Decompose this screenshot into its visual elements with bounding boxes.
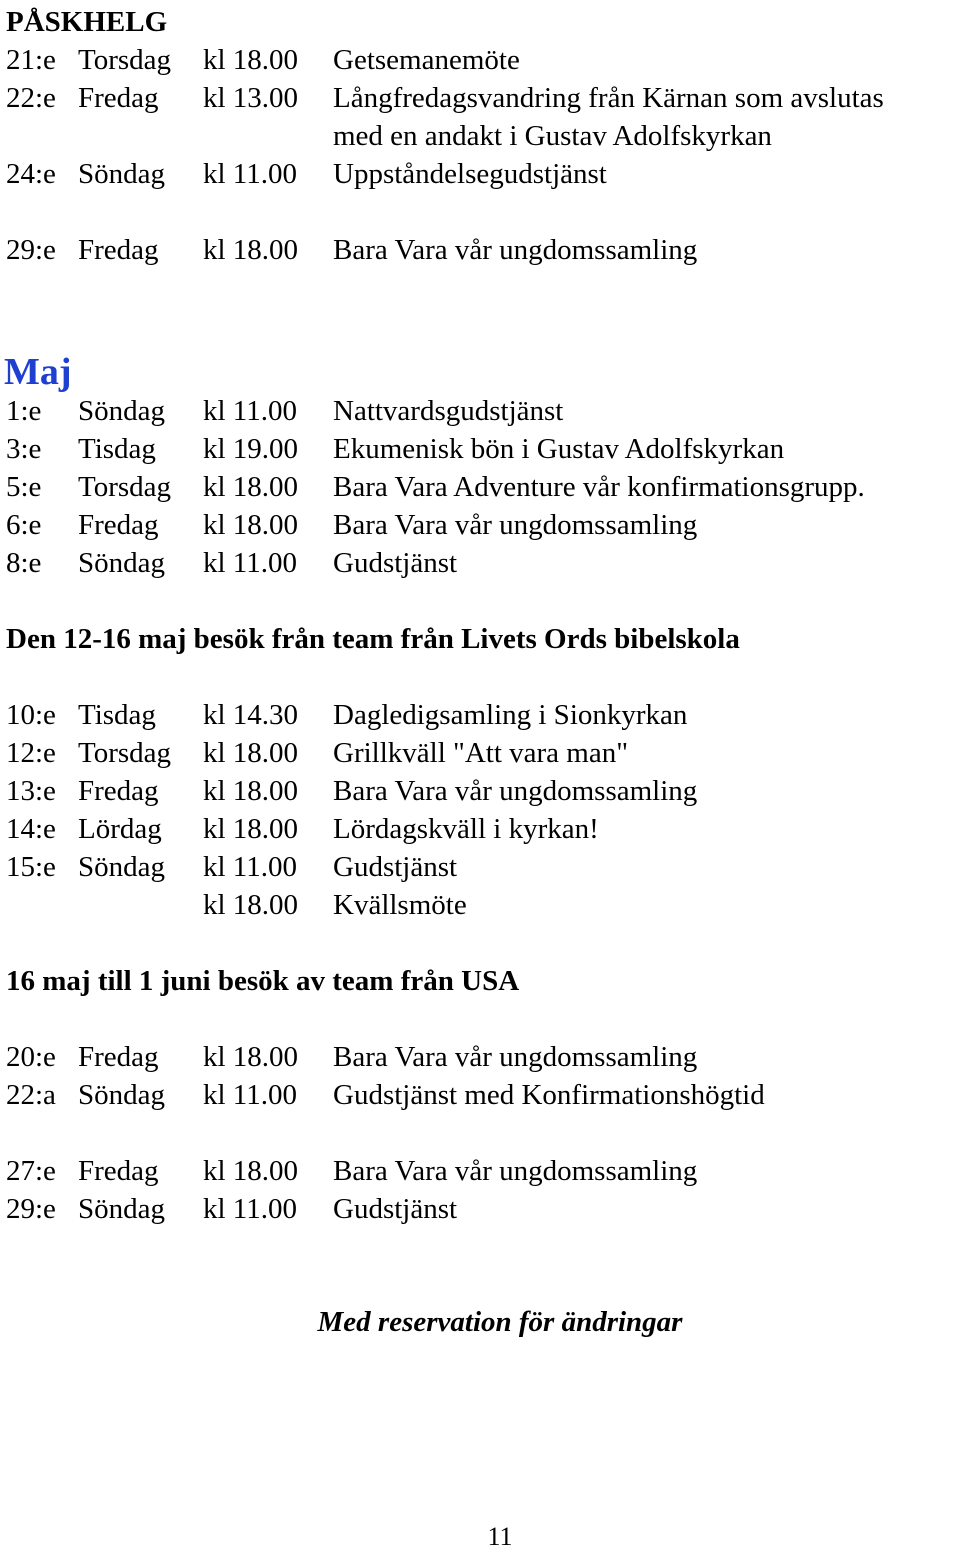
row-day: Fredag — [78, 1155, 159, 1187]
row-day: Fredag — [78, 234, 159, 266]
row-date: 1:e — [6, 395, 42, 427]
row-time: kl 14.30 — [203, 699, 299, 731]
visit-note-usa-team: 16 maj till 1 juni besök av team från USA — [6, 965, 520, 997]
row-day: Fredag — [78, 82, 159, 114]
row-date: 20:e — [6, 1041, 56, 1073]
row-event: Bara Vara vår ungdomssamling — [333, 1155, 698, 1187]
reservation-note: Med reservation för ändringar — [317, 1306, 683, 1338]
row-day: Söndag — [78, 851, 165, 883]
row-day: Tisdag — [78, 433, 156, 465]
row-event: Bara Vara vår ungdomssamling — [333, 1041, 698, 1073]
row-event: Bara Vara vår ungdomssamling — [333, 775, 698, 807]
row-time: kl 18.00 — [203, 775, 299, 807]
row-event: Lördagskväll i kyrkan! — [333, 813, 599, 845]
row-date: 29:e — [6, 1193, 56, 1225]
visit-note-bible-school: Den 12-16 maj besök från team från Livets Ords bibelskola — [6, 623, 740, 655]
row-time: kl 11.00 — [203, 158, 297, 190]
row-event: Grillkväll "Att vara man" — [333, 737, 629, 769]
row-event: Bara Vara Adventure vår konfirmationsgrupp. — [333, 471, 865, 503]
page-number: 11 — [487, 1522, 513, 1551]
row-event: Ekumenisk bön i Gustav Adolfskyrkan — [333, 433, 785, 465]
row-time: kl 18.00 — [203, 471, 299, 503]
row-date: 6:e — [6, 509, 42, 541]
row-time: kl 11.00 — [203, 1079, 297, 1111]
row-time: kl 18.00 — [203, 1041, 299, 1073]
row-day: Fredag — [78, 1041, 159, 1073]
row-event: Gudstjänst — [333, 851, 458, 883]
row-date: 14:e — [6, 813, 56, 845]
row-date: 27:e — [6, 1155, 56, 1187]
section-heading-easter: PÅSKHELG — [6, 6, 168, 38]
row-event: Långfredagsvandring från Kärnan som avslutas — [333, 82, 884, 114]
row-event: Gudstjänst — [333, 547, 458, 579]
row-date: 21:e — [6, 44, 56, 76]
row-day: Tisdag — [78, 699, 156, 731]
month-heading-may: Maj — [4, 351, 72, 393]
row-day: Söndag — [78, 1193, 165, 1225]
row-day: Lördag — [78, 813, 162, 845]
row-date: 22:a — [6, 1079, 56, 1111]
row-time: kl 18.00 — [203, 234, 299, 266]
row-time: kl 18.00 — [203, 737, 299, 769]
row-day: Torsdag — [78, 471, 172, 503]
row-event: Getsemanemöte — [333, 44, 520, 76]
row-date: 13:e — [6, 775, 56, 807]
row-day: Fredag — [78, 509, 159, 541]
row-event: Bara Vara vår ungdomssamling — [333, 234, 698, 266]
row-event: Dagledigsamling i Sionkyrkan — [333, 699, 688, 731]
row-time: kl 19.00 — [203, 433, 299, 465]
row-date: 15:e — [6, 851, 56, 883]
row-time: kl 18.00 — [203, 509, 299, 541]
row-date: 5:e — [6, 471, 42, 503]
row-time: kl 18.00 — [203, 889, 299, 921]
row-event: Gudstjänst med Konfirmationshögtid — [333, 1079, 765, 1111]
row-date: 24:e — [6, 158, 56, 190]
row-time: kl 18.00 — [203, 44, 299, 76]
row-time: kl 18.00 — [203, 813, 299, 845]
row-event: Bara Vara vår ungdomssamling — [333, 509, 698, 541]
row-date: 10:e — [6, 699, 56, 731]
row-date: 12:e — [6, 737, 56, 769]
row-date: 8:e — [6, 547, 42, 579]
row-time: kl 11.00 — [203, 1193, 297, 1225]
row-day: Fredag — [78, 775, 159, 807]
row-event: Nattvardsgudstjänst — [333, 395, 564, 427]
row-day: Torsdag — [78, 737, 172, 769]
row-day: Söndag — [78, 547, 165, 579]
row-day: Torsdag — [78, 44, 172, 76]
row-date: 22:e — [6, 82, 56, 114]
row-date: 3:e — [6, 433, 42, 465]
row-day: Söndag — [78, 1079, 165, 1111]
row-day: Söndag — [78, 395, 165, 427]
row-time: kl 11.00 — [203, 395, 297, 427]
row-day: Söndag — [78, 158, 165, 190]
row-time: kl 11.00 — [203, 547, 297, 579]
row-event: Uppståndelsegudstjänst — [333, 158, 607, 190]
row-time: kl 13.00 — [203, 82, 299, 114]
row-date: 29:e — [6, 234, 56, 266]
row-event: Kvällsmöte — [333, 889, 467, 921]
row-event: med en andakt i Gustav Adolfskyrkan — [333, 120, 772, 152]
row-event: Gudstjänst — [333, 1193, 458, 1225]
row-time: kl 18.00 — [203, 1155, 299, 1187]
row-time: kl 11.00 — [203, 851, 297, 883]
